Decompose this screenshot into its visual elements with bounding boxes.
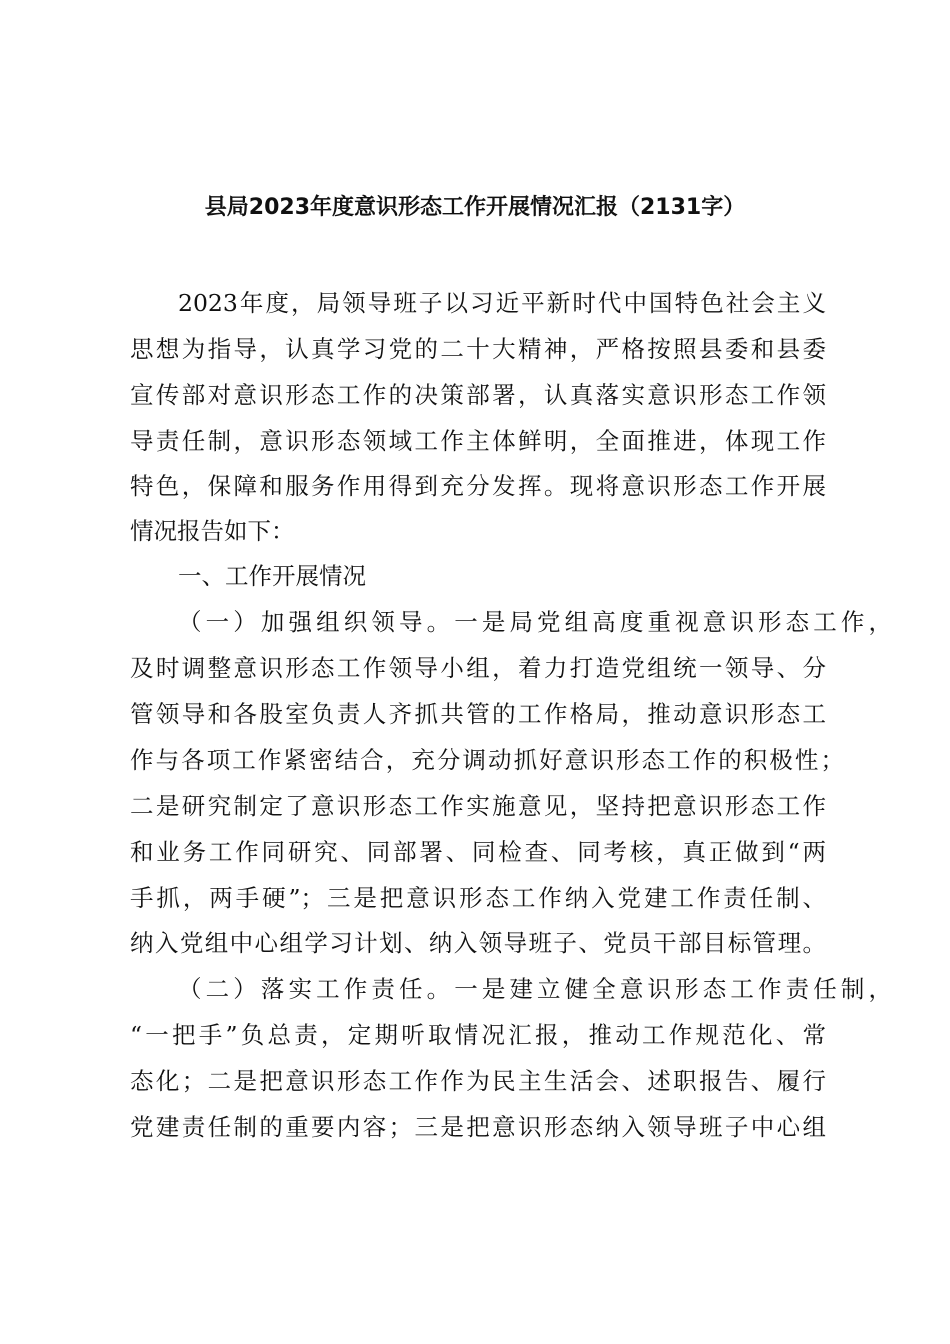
para1-line-8: 纳入党组中心组学习计划、纳入领导班子、党员干部目标管理。 bbox=[130, 929, 826, 957]
para2-line-1: （二）落实工作责任。一是建立健全意识形态工作责任制， bbox=[178, 975, 892, 1003]
para2-line-3: 态化；二是把意识形态工作作为民主生活会、述职报告、履行 bbox=[130, 1067, 826, 1095]
para2-line-4: 党建责任制的重要内容；三是把意识形态纳入领导班子中心组 bbox=[130, 1113, 826, 1141]
para1-line-4: 作与各项工作紧密结合，充分调动抓好意识形态工作的积极性； bbox=[130, 746, 844, 774]
intro-line-2: 思想为指导，认真学习党的二十大精神，严格按照县委和县委 bbox=[130, 335, 826, 363]
para1-line-2: 及时调整意识形态工作领导小组，着力打造党组统一领导、分 bbox=[130, 654, 826, 682]
para1-line-7: 手抓，两手硬”；三是把意识形态工作纳入党建工作责任制、 bbox=[130, 884, 826, 912]
intro-line-1: 2023年度，局领导班子以习近平新时代中国特色社会主义 bbox=[178, 289, 826, 317]
para1-line-5: 二是研究制定了意识形态工作实施意见，坚持把意识形态工作 bbox=[130, 792, 826, 820]
intro-line-6: 情况报告如下： bbox=[130, 517, 295, 545]
intro-line-3: 宣传部对意识形态工作的决策部署，认真落实意识形态工作领 bbox=[130, 381, 826, 409]
para2-line-2: “一把手”负总责，定期听取情况汇报，推动工作规范化、常 bbox=[130, 1021, 826, 1049]
para1-line-6: 和业务工作同研究、同部署、同检查、同考核，真正做到“两 bbox=[130, 838, 826, 866]
intro-line-5: 特色，保障和服务作用得到充分发挥。现将意识形态工作开展 bbox=[130, 472, 826, 500]
para1-line-3: 管领导和各股室负责人齐抓共管的工作格局，推动意识形态工 bbox=[130, 700, 826, 728]
para1-line-1: （一）加强组织领导。一是局党组高度重视意识形态工作， bbox=[178, 608, 892, 636]
intro-line-4: 导责任制，意识形态领域工作主体鲜明，全面推进，体现工作 bbox=[130, 427, 826, 455]
section-heading: 一、工作开展情况 bbox=[178, 562, 366, 590]
document-title: 县局2023年度意识形态工作开展情况汇报（2131字） bbox=[204, 195, 746, 220]
